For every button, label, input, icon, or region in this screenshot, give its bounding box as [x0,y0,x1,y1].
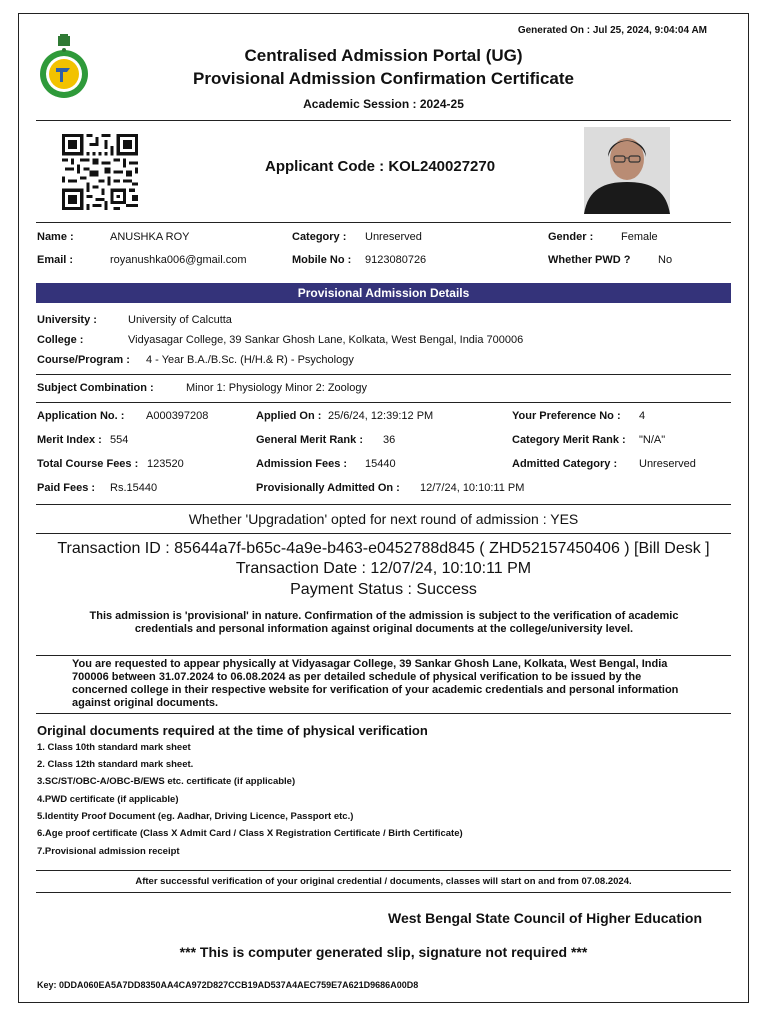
name-label: Name : [37,231,74,243]
divider [36,870,731,871]
verification-key: Key: 0DDA060EA5A7DD8350AA4CA972D827CCB19AD537A4AEC759E7A621D9686A00D8 [37,980,419,990]
computer-generated-note: *** This is computer generated slip, signature not required *** [179,944,588,960]
portal-title: Centralised Admission Portal (UG) [244,46,523,65]
preference-label: Your Preference No : [512,410,621,422]
preference-value: 4 [639,410,646,422]
gender-value: Female [621,231,658,243]
divider [36,402,731,403]
pwd-label: Whether PWD ? [548,254,631,266]
admission-fees-value: 15440 [365,458,396,470]
applied-on-value: 25/6/24, 12:39:12 PM [328,410,434,422]
document-item: 5.Identity Proof Document (eg. Aadhar, Driving Licence, Passport etc.) [37,811,354,822]
applied-on-label: Applied On : [256,410,322,422]
transaction-date: Transaction Date : 12/07/24, 10:10:11 PM [235,560,532,577]
category-rank-value: "N/A" [639,434,666,446]
university-value: University of Calcutta [128,314,232,326]
document-item: 4.PWD certificate (if applicable) [37,794,179,805]
gender-label: Gender : [548,231,594,243]
paid-fees-value: Rs.15440 [110,482,158,494]
subject-value: Minor 1: Physiology Minor 2: Zoology [186,382,367,394]
college-value: Vidyasagar College, 39 Sankar Ghosh Lane, Kolkata, West Bengal, India 700006 [128,334,524,346]
total-fees-label: Total Course Fees : [37,458,139,470]
application-no-value: A000397208 [146,410,209,422]
divider [36,533,731,534]
email-value: royanushka006@gmail.com [110,254,247,266]
category-rank-label: Category Merit Rank : [512,434,626,446]
provisionally-admitted-value: 12/7/24, 10:10:11 PM [420,482,525,494]
applicant-photo [584,127,670,214]
document-item: 6.Age proof certificate (Class X Admit Card / Class X Registration Certificate / Birth Certificate) [37,828,463,839]
document-item: 1. Class 10th standard mark sheet [37,742,191,753]
mobile-label: Mobile No : [292,254,352,266]
course-label: Course/Program : [37,354,130,366]
generated-on: Generated On : Jul 25, 2024, 9:04:04 AM [517,25,707,36]
pwd-value: No [658,254,673,266]
merit-index-value: 554 [110,434,129,446]
general-rank-value: 36 [383,434,396,446]
divider [36,120,731,121]
admitted-category-label: Admitted Category : [512,458,618,470]
general-rank-label: General Merit Rank : [256,434,363,446]
total-fees-value: 123520 [147,458,184,470]
admitted-category-value: Unreserved [639,458,696,470]
provisionally-admitted-label: Provisionally Admitted On : [256,482,400,494]
name-value: ANUSHKA ROY [110,231,190,243]
qr-code-icon [62,134,138,210]
provisional-note: This admission is 'provisional' in nature. Confirmation of the admission is subject to the verification of academic credentials and personal information against original documents at the college/university level. [89,610,679,635]
email-label: Email : [37,254,74,266]
document-item: 2. Class 12th standard mark sheet. [37,759,194,770]
paid-fees-label: Paid Fees : [37,482,96,494]
transaction-id: Transaction ID : 85644a7f-b65c-4a9e-b463-e0452788d845 ( ZHD52157450406 ) [Bill Desk ] [57,540,710,557]
category-value: Unreserved [365,231,422,243]
certificate-title: Provisional Admission Confirmation Certificate [193,69,574,88]
mobile-value: 9123080726 [365,254,427,266]
documents-title: Original documents required at the time of physical verification [37,723,428,738]
college-label: College : [37,334,84,346]
subject-label: Subject Combination : [37,382,154,394]
applicant-code: Applicant Code : KOL240027270 [265,158,496,175]
application-no-label: Application No. : [37,410,125,422]
merit-index-label: Merit Index : [37,434,102,446]
appearance-note: You are requested to appear physically at Vidyasagar College, 39 Sankar Ghosh Lane, Kolkata, West Bengal, India 700006 between 31.07.2024 to 06.08.2024 as per detailed schedule of physical verification to be issued by the concerned college in their respective website for verification of your academic credentials and personal information against original documents. [72,658,679,709]
academic-session: Academic Session : 2024-25 [303,97,464,111]
divider [36,892,731,893]
classes-note: After successful verification of your original credential / documents, classes will start on and from 07.08.2024. [135,876,632,887]
divider [36,504,731,505]
payment-status: Payment Status : Success [290,581,477,598]
upgradation-status: Whether 'Upgradation' opted for next round of admission : YES [188,511,579,527]
divider [36,713,731,714]
council-name: West Bengal State Council of Higher Education [388,910,702,926]
document-item: 3.SC/ST/OBC-A/OBC-B/EWS etc. certificate (if applicable) [37,776,296,787]
divider [36,374,731,375]
divider [36,655,731,656]
category-label: Category : [292,231,347,243]
divider [36,222,731,223]
university-label: University : [37,314,97,326]
admission-fees-label: Admission Fees : [256,458,348,470]
section-header: Provisional Admission Details [36,283,731,303]
document-item: 7.Provisional admission receipt [37,846,180,857]
course-value: 4 - Year B.A./B.Sc. (H/H.& R) - Psychology [146,354,354,366]
